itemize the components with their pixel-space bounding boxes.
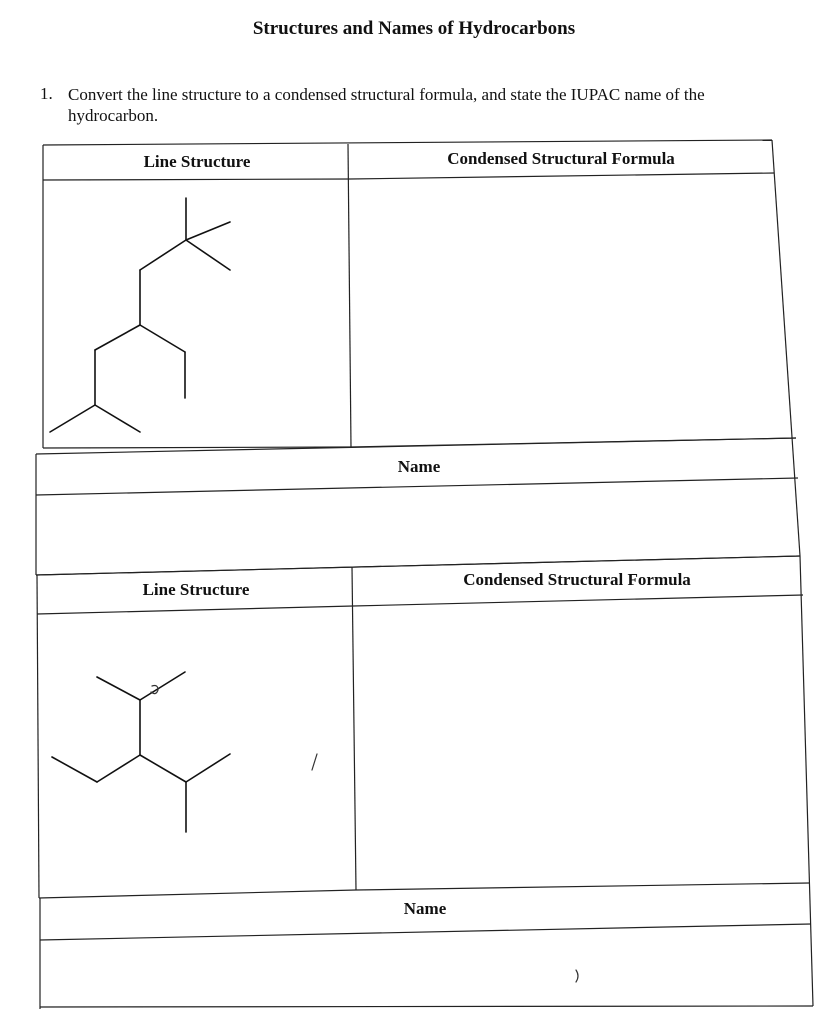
table-1-name-header: Name bbox=[397, 457, 441, 476]
question-text: Convert the line structure to a condensed structural formula, and state the IUPAC name of the hydrocarbon. bbox=[68, 85, 705, 125]
table-2-condensed-formula-header: Condensed Structural Formula bbox=[463, 570, 691, 589]
table-2-condensed-formula-answer[interactable] bbox=[360, 612, 800, 877]
table-1-condensed-formula-answer[interactable] bbox=[355, 185, 765, 435]
table-1-line-structure-header: Line Structure bbox=[143, 152, 251, 171]
page-title: Structures and Names of Hydrocarbons bbox=[252, 18, 576, 39]
table-2-line-structure-header: Line Structure bbox=[142, 580, 250, 599]
question-number: 1. bbox=[40, 84, 53, 103]
table-1-condensed-formula-header: Condensed Structural Formula bbox=[447, 149, 675, 168]
molecule-2-icon bbox=[52, 672, 230, 832]
molecule-1-icon bbox=[50, 198, 230, 432]
table-2-name-answer[interactable] bbox=[44, 945, 809, 1000]
table-2-name-header: Name bbox=[403, 899, 447, 918]
table-1-name-answer[interactable] bbox=[40, 500, 795, 555]
